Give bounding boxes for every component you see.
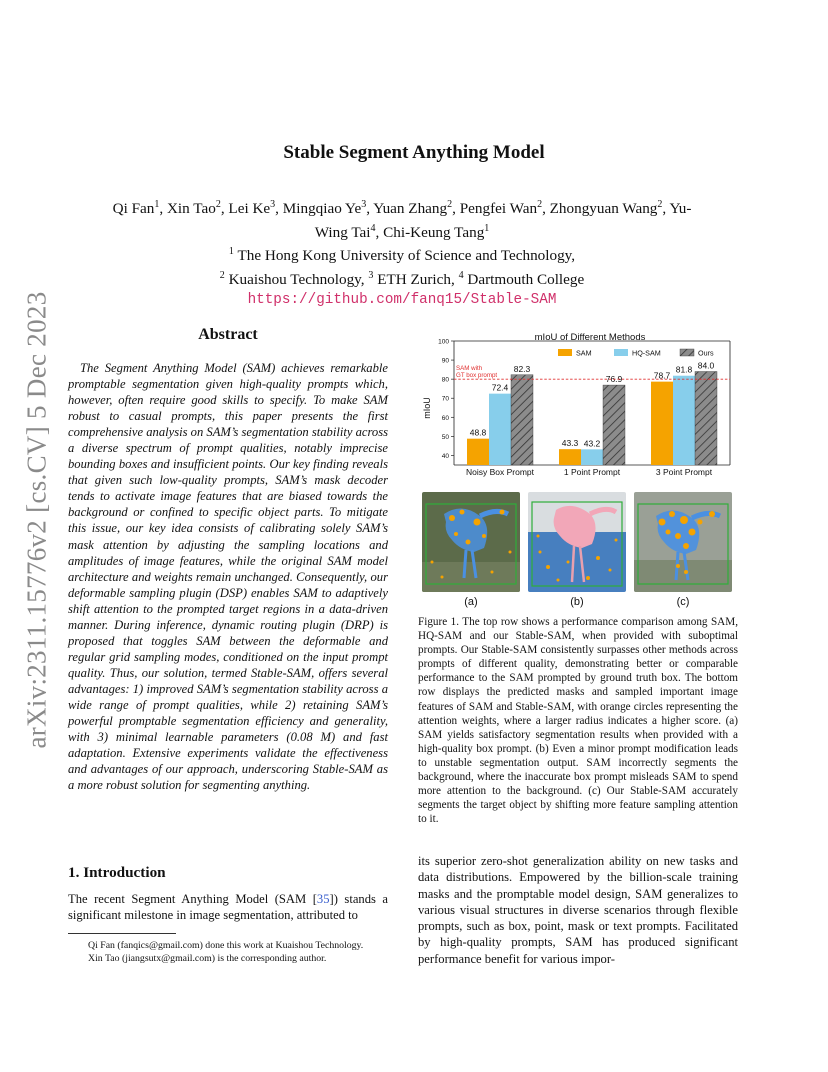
author: Yuan Zhang$^2$: [373, 199, 453, 218]
footnote-line: Xin Tao (jiangsutx@gmail.com) is the corresponding author.: [88, 953, 327, 964]
y-tick-label: 70: [441, 395, 449, 403]
chart-bars: [466, 361, 717, 477]
reference-label-line-1: SAM with: [456, 365, 483, 373]
arxiv-sidebar: [14, 290, 60, 750]
bar-value-label: 78.7: [653, 370, 671, 381]
bar-sam-0: [467, 439, 489, 465]
section-heading-introduction: 1. Introduction: [68, 864, 166, 881]
bar-hq-sam-2: [673, 376, 695, 465]
citation-link[interactable]: 35: [316, 892, 330, 906]
panel-label-b: (b): [570, 596, 584, 608]
bar-hq-sam-1: [581, 449, 603, 465]
author: Lei Ke$^3$: [228, 199, 276, 218]
y-tick-label: 60: [441, 414, 449, 422]
author-list: Qi Fan$^1$, Xin Tao$^2$, Lei Ke$^3$, Mingqiao Ye$^3$, Yuan Zhang$^2$, Pengfei Wan$^2$, Zhongyuan Wang$^2$, Yu-Wing Tai$^4$, Chi-Keung Tang$^1$: [112, 199, 692, 241]
footnote-rule: [68, 933, 176, 934]
panel-b-image: [528, 492, 626, 592]
bar-value-label: 84.0: [697, 360, 715, 371]
author: Yu-Wing Tai$^4$: [314, 200, 692, 241]
bar-value-label: 43.3: [561, 438, 579, 449]
y-tick-label: 90: [441, 357, 449, 365]
legend-swatch-sam: [558, 349, 572, 356]
heron-stable-sam-image: [634, 492, 732, 592]
author: Zhongyuan Wang$^2$: [549, 199, 663, 218]
y-axis-label: mIoU: [422, 397, 432, 419]
author-block: [100, 195, 704, 311]
legend-label: HQ-SAM: [632, 348, 661, 358]
bar-ours-0: [511, 375, 533, 465]
footnote-line: Qi Fan (fanqics@gmail.com) done this work at Kuaishou Technology.: [88, 940, 364, 951]
flamingo-segmentation-image: [528, 492, 626, 592]
intro-paragraph-continued: its superior zero-shot generalization ability on new tasks and data distributions. Empowered by the billion-scale training masks and the promptable model design, SAM generalizes to various visual structures in diverse scenarios through flexible prompts, such as box, point, mask or text prompts. Facilitated by high-quality prompts, SAM has produced significant performance benefit for various impor-: [418, 854, 738, 966]
y-tick-label: 50: [441, 433, 449, 441]
chart-legend: [558, 349, 714, 358]
bar-value-label: 76.9: [605, 374, 623, 385]
reference-label-line-2: GT box prompt: [456, 372, 498, 380]
footnote: [68, 939, 388, 965]
chart-title: mIoU of Different Methods: [534, 332, 646, 343]
affiliation-line-2: $^2$ Kuaishou Technology, $^3$ ETH Zurich, $^4$ Dartmouth College: [219, 269, 585, 288]
abstract-text: The Segment Anything Model (SAM) achieves remarkable promptable segmentation given high-quality prompts which, however, often require good skills to specify. To make SAM robust to casual prompts, this paper presents the first comprehensive analysis on SAM’s segmentation stability across a diverse spectrum of prompt qualities, notably imprecise bounding boxes and insufficient points. Our key finding reveals that given such low-quality prompts, SAM’s mask decoder tends to activate image features that are biased towards the background or confined to specific object parts. To mitigate this issue, our key idea consists of calibrating solely SAM’s mask attention by adjusting the sampling locations and amplitudes of image features, while the original SAM model architecture and weights remain unchanged. Consequently, our deformable sampling plugin (DSP) enables SAM to adaptively shift attention to the prompted target regions in a data-driven manner. During inference, dynamic routing plugin (DRP) is proposed that toggles SAM between the deformable and regular grid sampling modes, conditioned on the input prompt quality. Thus, our solution, termed Stable-SAM, offers several advantages: 1) improved SAM’s segmentation stability across a wide range of prompt qualities, while 2) retaining SAM’s powerful promptable segmentation efficiency and generality, with 3) minimal learnable parameters (0.08 M) and fast adaptation. Extensive experiments validate the effectiveness and advantages of our approach, underscoring Stable-SAM as a more robust solution for segmenting anything.: [68, 361, 388, 793]
x-tick-label: Noisy Box Prompt: [465, 467, 535, 477]
repo-link[interactable]: https://github.com/fanq15/Stable-SAM: [247, 292, 557, 309]
panel-c-image: [634, 492, 732, 592]
bar-ours-2: [695, 372, 717, 465]
legend-label: SAM: [576, 348, 592, 358]
panel-label-a: (a): [464, 596, 478, 608]
bar-sam-1: [559, 449, 581, 465]
heron-segmentation-image: [422, 492, 520, 592]
legend-swatch-hq-sam: [614, 349, 628, 356]
x-tick-label: 1 Point Prompt: [563, 467, 621, 477]
author: Chi-Keung Tang$^1$: [383, 222, 490, 241]
y-tick-label: 80: [441, 376, 449, 384]
bar-value-label: 72.4: [491, 382, 509, 393]
paper-title: Stable Segment Anything Model: [283, 142, 545, 163]
bar-ours-1: [603, 385, 625, 465]
bar-value-label: 81.8: [675, 364, 693, 375]
miou-bar-chart: [418, 329, 734, 485]
figure-photo-row: [422, 492, 734, 612]
legend-swatch-ours: [680, 349, 694, 356]
x-tick-label: 3 Point Prompt: [655, 467, 713, 477]
panel-label-c: (c): [676, 596, 690, 608]
bar-hq-sam-0: [489, 394, 511, 465]
author: Mingqiao Ye$^3$: [282, 199, 367, 218]
bar-value-label: 82.3: [513, 363, 531, 374]
bar-value-label: 48.8: [469, 427, 487, 438]
bar-sam-2: [651, 382, 673, 465]
bar-value-label: 43.2: [583, 438, 601, 449]
y-tick-label: 40: [441, 452, 449, 460]
author: Qi Fan$^1$: [112, 199, 160, 218]
y-tick-label: 100: [438, 338, 449, 346]
author: Xin Tao$^2$: [166, 199, 221, 218]
figure-caption: Figure 1. The top row shows a performance comparison among SAM, HQ-SAM and our Stable-SAM, when provided with suboptimal prompts. Our Stable-SAM consistently surpasses other methods across prompts of different quality, demonstrating better or comparable performance to the SAM prompted by ground truth box. The bottom row displays the predicted masks and sampled important image features of SAM and Stable-SAM, with orange circles representing the attention weights, where a larger radius indicates a higher score. (a) SAM yields satisfactory segmentation results when provided with a high-quality box prompt. (b) Even a minor prompt modification leads to unstable segmentation output. SAM incorrectly segments the background, where the inaccurate box prompt misleads SAM to spend more attention to the background. (c) Our Stable-SAM accurately segments the target object by shifting more feature sampling attention to it.: [418, 616, 738, 826]
abstract-heading: Abstract: [198, 326, 258, 343]
author: Pengfei Wan$^2$: [459, 199, 543, 218]
affiliation-line-1: $^1$ The Hong Kong University of Science and Technology,: [228, 246, 576, 265]
arxiv-id: arXiv:2311.15776v2 [cs.CV] 5 Dec 2023: [21, 291, 52, 749]
intro-paragraph: The recent Segment Anything Model (SAM [35]) stands a significant milestone in image segmentation, attributed to: [68, 892, 388, 923]
legend-label: Ours: [698, 348, 714, 358]
panel-a-image: [422, 492, 520, 592]
